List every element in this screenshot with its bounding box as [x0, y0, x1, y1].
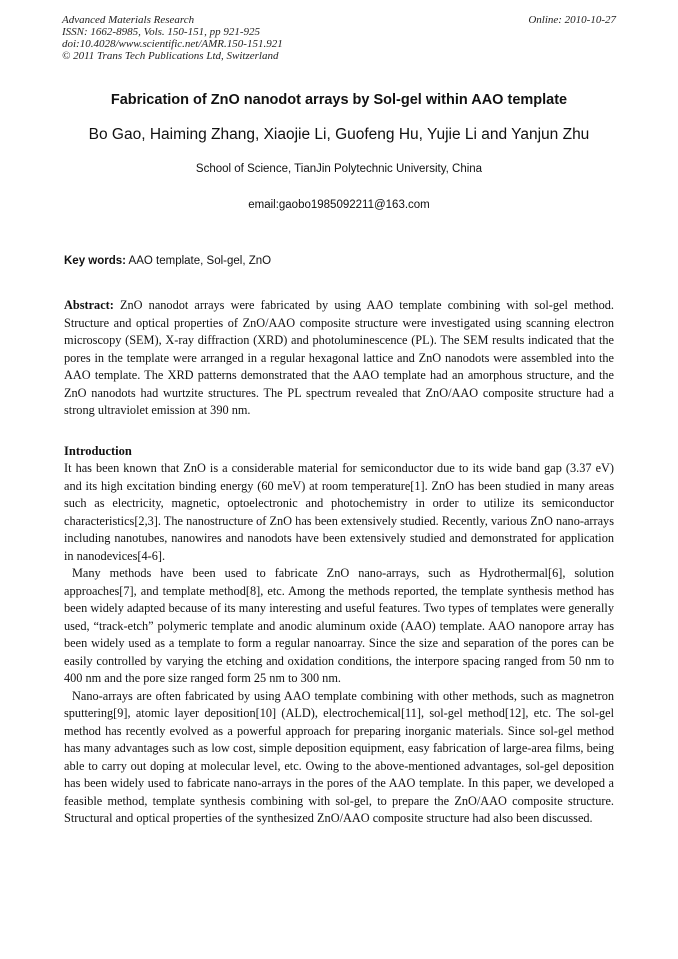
abstract-label: Abstract:: [64, 298, 114, 312]
abstract-text: ZnO nanodot arrays were fabricated by using AAO template combining with sol-gel method. Structure and optical properties of ZnO/AAO composite structure were investigated using scanning electron microscopy (SEM), X-ray diffraction (XRD) and photoluminescence (PL). The SEM results indicated that the pores in the template were arranged in a regular hexagonal lattice and ZnO nanodots were assembled into the AAO template. The XRD patterns demonstrated that the AAO template had an amorphous structure, and the ZnO nanodots had wurtzite structures. The PL spectrum revealed that ZnO/AAO composite structure had a strong ultraviolet emission at 390 nm.: [64, 298, 614, 417]
intro-paragraph-3: Nano-arrays are often fabricated by using AAO template combining with other methods, such as magnetron sputtering[9], atomic layer deposition[10] (ALD), electrochemical[11], sol-gel method[12], etc. The sol-gel method has recently evolved as a powerful approach for preparing inorganic materials. Since sol-gel method has many advantages such as low cost, simple deposition equipment, easy fabrication of large-area films, being able to carry out doping at molecular level, etc. Owing to the above-mentioned advantages, sol-gel deposition has been widely used to fabricate nano-arrays in the pores of the AAO template. In this paper, we developed a feasible method, template synthesis combining with sol-gel, to prepare the ZnO/AAO composite structure. Structural and optical properties of the synthesized ZnO/AAO composite structure had also been discussed.: [64, 688, 614, 825]
journal-issn: ISSN: 1662-8985, Vols. 150-151, pp 921-925: [62, 26, 260, 38]
author-email[interactable]: email:gaobo1985092211@163.com: [248, 199, 430, 211]
paper-title: Fabrication of ZnO nanodot arrays by Sol-gel within AAO template: [110, 92, 568, 108]
abstract: [64, 297, 614, 420]
section-heading-introduction: Introduction: [64, 444, 132, 458]
intro-paragraph-1: It has been known that ZnO is a considerable material for semiconductor due to its wide band gap (3.37 eV) and its high excitation binding energy (60 meV) at room temperature[1]. ZnO has been studied in many areas such as electricity, magnetic, optoelectronic and photochemistry in order to utilize its semiconductor characteristics[2,3]. The nanostructure of ZnO has been extensively studied. Recently, various ZnO nano-arrays including nanotubes, nanowires and nanodots have been extensively studied and demonstrated for application in nanodevices[4-6].: [64, 461, 614, 563]
online-date: Online: 2010-10-27: [528, 14, 616, 26]
journal-doi[interactable]: doi:10.4028/www.scientific.net/AMR.150-151.921: [62, 38, 283, 50]
keywords-text: AAO template, Sol-gel, ZnO: [126, 255, 272, 267]
author-list: Bo Gao, Haiming Zhang, Xiaojie Li, Guofeng Hu, Yujie Li and Yanjun Zhu: [88, 126, 590, 143]
keywords: [64, 254, 616, 269]
intro-paragraph-2: Many methods have been used to fabricate ZnO nano-arrays, such as Hydrothermal[6], solution approaches[7], and template method[8], etc. Among the methods reported, the template synthesis method has been widely adapted because of its many interesting and useful features. Two types of templates were generally used, “track-etch” polymeric template and anodic aluminum oxide (AAO) template. AAO nanopore array has been widely used as a template to form a regular nanoarray. Since the size and separation of the pores can be easily controlled by varying the etching and oxidation conditions, the interpore spacing ranged from 50 nm to 400 nm and the pore size ranged form 25 nm to 300 nm.: [64, 566, 614, 685]
journal-name: Advanced Materials Research: [62, 14, 195, 26]
introduction-body: [64, 460, 614, 828]
keywords-label: Key words:: [64, 255, 126, 267]
journal-header: [62, 14, 283, 62]
affiliation: School of Science, TianJin Polytechnic University, China: [195, 163, 483, 175]
journal-copyright: © 2011 Trans Tech Publications Ltd, Switzerland: [62, 50, 279, 62]
